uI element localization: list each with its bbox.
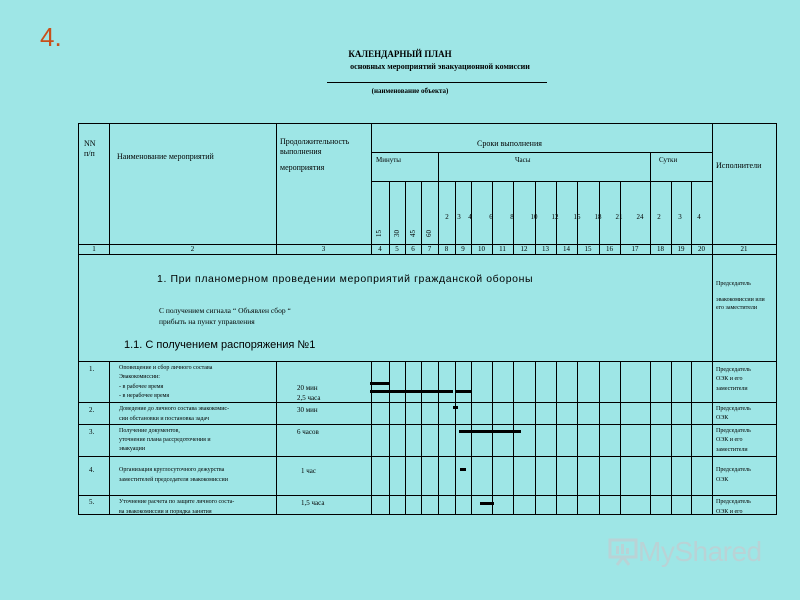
object-caption: (наименование объекта) [371,87,449,95]
hour-tick: 2 [445,213,449,221]
page-subtitle: основных мероприятий эвакуационной комиссии [350,62,530,71]
divider [471,361,472,515]
row-text: эвакуации [119,446,146,452]
divider [109,124,110,254]
divider [671,181,672,254]
day-tick: 2 [657,213,661,221]
divider [389,181,390,254]
header-duration-1: Продолжительность [280,137,350,146]
row-executor: ОЭК [716,415,729,421]
divider [620,361,621,515]
header-days: Сутки [659,156,678,164]
divider [438,361,439,515]
divider [671,361,672,515]
column-number: 10 [478,245,485,253]
column-number: 20 [698,245,705,253]
column-number: 17 [631,245,639,253]
row-number: 1. [89,365,95,373]
header-duration-3: мероприятия [280,163,325,172]
signal-line-2: прибыть на пункт управления [159,317,255,326]
divider [371,181,712,182]
column-number: 5 [395,245,399,253]
row-number: 3. [89,428,95,436]
column-number: 11 [499,245,506,253]
page-title: КАЛЕНДАРНЫЙ ПЛАН [348,49,452,59]
column-number: 1 [92,245,96,253]
hour-tick: 6 [489,213,493,221]
row-executor: Председатель [716,428,751,434]
row-number: 5. [89,498,95,506]
header-duration-2: выполнения [280,147,322,156]
divider [276,124,277,254]
row-executor: ОЭК и его [716,376,743,382]
column-number: 12 [520,245,528,253]
header-pp: п/п [84,149,95,158]
divider [276,361,277,515]
divider [556,361,557,515]
divider [455,361,456,515]
row-text: Организация круглосуточного дежурства [119,467,225,473]
column-number: 16 [606,245,613,253]
section-executor-2: эвакокомиссии или [716,297,765,303]
column-number: 18 [657,245,664,253]
minute-tick: 45 [409,230,417,237]
header-executors: Исполнители [716,161,762,170]
column-number: 6 [411,245,415,253]
slide-number: 4. [40,22,62,52]
logo-text: MyShared [638,536,762,567]
row-executor: заместители [716,386,748,392]
row-text: Уточнение расчета по защите личного соста- [119,499,235,505]
row-text: Эвакокомиссии: [119,374,160,380]
divider [371,152,712,153]
subsection-heading: 1.1. С получением распоряжения №1 [124,339,316,351]
day-tick: 4 [697,213,701,221]
column-number: 9 [461,245,465,253]
gantt-bar [460,468,466,471]
gantt-bar [480,502,494,505]
column-number: 4 [378,245,382,253]
column-number: 2 [190,245,195,253]
object-underline [327,82,547,83]
row-text: заместителей председателя эвакокомиссии [119,477,228,483]
column-number: 14 [563,245,570,253]
row-executor: ОЭК и его [716,437,743,443]
column-number: 13 [542,245,549,253]
row-text: Доведение до личного состава эвакокомис- [119,406,230,412]
hour-tick: 12 [551,213,559,221]
divider [405,181,406,254]
watermark-logo [608,536,762,568]
section-executor-1: Председатель [716,281,751,287]
minute-tick: 15 [375,230,383,237]
presentation-icon [608,537,638,567]
row-executor: Председатель [716,367,751,373]
row-duration: 2,5 часа [297,394,321,402]
gantt-bar [370,390,453,393]
row-duration: 6 часов [297,428,319,436]
column-number: 15 [584,245,592,253]
row-duration: 20 мин [297,384,318,392]
divider [650,152,651,254]
divider [371,124,372,254]
divider [492,361,493,515]
header-deadlines: Сроки выполнения [477,139,542,148]
hour-tick: 21 [615,213,623,221]
divider [599,361,600,515]
gantt-bar [370,382,390,385]
divider [109,361,110,515]
row-executor: Председатель [716,499,751,505]
column-number: 19 [677,245,685,253]
gantt-bar [459,430,521,433]
hour-tick: 4 [468,213,472,221]
divider [421,181,422,254]
divider [79,254,776,255]
row-executor: ОЭК и его [716,509,743,515]
row-number: 4. [89,466,95,474]
row-duration: 1,5 часа [301,499,325,507]
hour-tick: 8 [510,213,514,221]
minute-tick: 30 [393,230,401,237]
divider [535,361,536,515]
header-name: Наименование мероприятий [117,152,214,161]
hour-tick: 3 [457,213,461,221]
row-duration: 30 мин [297,406,318,414]
section-executor-3: его заместители [716,305,758,311]
row-number: 2. [89,406,95,414]
header-minutes: Минуты [376,156,401,164]
row-duration: 1 час [301,467,316,475]
row-executor: Председатель [716,406,751,412]
row-text: - в рабочее время [119,384,164,390]
row-text: ва эвакокомиссии и порядка занятия [119,509,212,515]
header-hours: Часы [515,156,531,164]
row-text: Получение документов, [119,428,180,434]
divider [513,361,514,515]
row-text: - в нерабочее время [119,393,170,399]
gantt-bar [453,406,458,409]
column-number: 7 [427,245,432,253]
hour-tick: 10 [530,213,538,221]
row-text: сии обстановки и постановка задач [119,416,209,422]
hour-tick: 18 [594,213,602,221]
section-heading: 1. При планомерном проведении мероприятий гражданской обороны [157,273,534,285]
divider [421,361,422,515]
divider [577,361,578,515]
calendar-plan-table [78,123,777,515]
divider [438,152,439,254]
row-text: Оповещение и сбор личного состава [119,365,213,371]
hour-tick: 15 [573,213,581,221]
column-number: 21 [740,245,748,253]
column-number: 8 [444,245,449,253]
row-executor: Председатель [716,467,751,473]
header-nn: NN [84,139,96,148]
column-number: 3 [321,245,326,253]
gantt-bar [455,390,472,393]
hour-tick: 24 [636,213,644,221]
divider [650,361,651,515]
row-executor: ОЭК [716,477,729,483]
row-executor: заместители [716,447,748,453]
signal-line-1: С получением сигнала “ Объявлен сбор “ [159,306,291,315]
divider [691,361,692,515]
minute-tick: 60 [425,230,433,237]
divider [712,124,713,515]
day-tick: 3 [678,213,682,221]
divider [405,361,406,515]
row-text: уточнение плана рассредоточения и [119,437,211,443]
